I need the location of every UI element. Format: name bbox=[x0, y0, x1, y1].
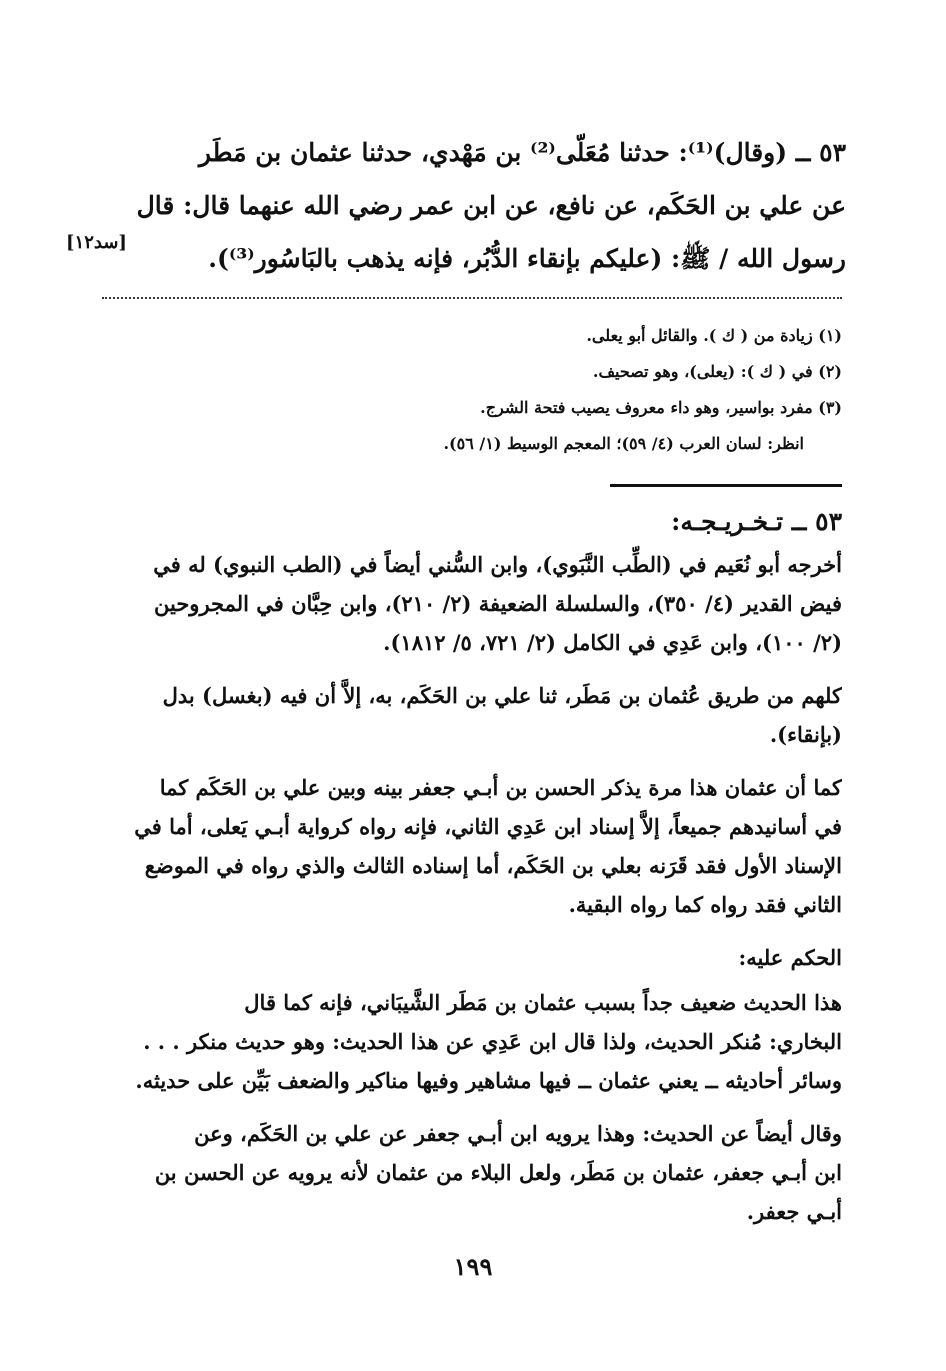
text-line: وقال أيضاً عن الحديث: وهذا يرويه ابن أبـي جعفر عن علي بن الحَكَم، وعن bbox=[194, 1121, 842, 1146]
text-line: (بإنقاء). bbox=[769, 722, 842, 747]
footnote: انظر: لسان العرب (٤/ ٥٩)؛ المعجم الوسيط (١/ ٥٦). bbox=[443, 434, 804, 453]
footnote-divider bbox=[102, 297, 842, 301]
text-line: الإسناد الأول فقد قَرَنه بعلي بن الحَكَم، أما إسناده الثالث والذي رواه في الموضع bbox=[144, 853, 842, 878]
text-line: فيض القدير (٤/ ٣٥٠)، والسلسلة الضعيفة (٢/ ٢١٠)، وابن حِبَّان في المجروحين bbox=[154, 591, 842, 616]
footnote: (١) زيادة من ( ك ). والقائل أبو يعلى. bbox=[586, 326, 842, 345]
commentary-body bbox=[102, 545, 842, 1245]
takhrij-heading: ٥٣ ــ تـخـريـجـه: bbox=[671, 507, 842, 536]
footnote: (٢) في ( ك ): (يعلى)، وهو تصحيف. bbox=[592, 362, 842, 381]
ruling-paragraph bbox=[102, 983, 842, 1100]
section-divider bbox=[610, 484, 842, 487]
text-line: (٢/ ١٠٠)، وابن عَدِي في الكامل (٢/ ٧٢١، ٥/ ١٨١٢). bbox=[383, 630, 842, 655]
text-line: في أسانيدهم جميعاً، إلاَّ إسناد ابن عَدِي الثاني، فإنه رواه كرواية أبـي يَعلى، أما في bbox=[134, 814, 842, 839]
page-number: ١٩٩ bbox=[453, 1252, 493, 1281]
text-line: الثاني فقد رواه كما رواه البقية. bbox=[568, 892, 842, 917]
footnote: (٣) مفرد بواسير، وهو داء معروف يصيب فتحة الشرج. bbox=[480, 398, 842, 417]
takhrij-paragraph bbox=[102, 545, 842, 662]
footnotes bbox=[102, 318, 842, 462]
text-line: ابن أبـي جعفر، عثمان بن مَطَر، ولعل البلاء من عثمان لأنه يرويه عن الحسن بن bbox=[154, 1160, 842, 1185]
text-line: كما أن عثمان هذا مرة يذكر الحسن بن أبـي جعفر بينه وبين علي بن الحَكَم كما bbox=[159, 775, 842, 800]
manuscript-marker: [سد١٢] bbox=[66, 232, 127, 253]
text-line: كلهم من طريق عُثمان بن مَطَر، ثنا علي بن الحَكَم، به، إلاَّ أن فيه (بغسل) بدل bbox=[162, 683, 842, 708]
ruling-heading: الحكم عليه: bbox=[738, 945, 842, 970]
text-line: أخرجه أبو نُعَيم في (الطِّب النَّبَوي)، وابن السُّني أيضاً في (الطب النبوي) له في bbox=[153, 552, 842, 577]
text-line: أبـي جعفر. bbox=[746, 1199, 842, 1224]
hadith-line: رسول الله / ﷺ: (عليكم بإنقاء الدُّبُر، فإنه يذهب بالبَاسُور⁽³⁾). bbox=[208, 244, 846, 273]
text-line: وسائر أحاديثه ــ يعني عثمان ــ فيها مشاهير وفيها مناكير والضعف بَيِّن على حديثه. bbox=[135, 1068, 842, 1093]
ruling-paragraph bbox=[102, 1114, 842, 1231]
hadith-text bbox=[100, 126, 846, 285]
text-line: البخاري: مُنكر الحديث، ولذا قال ابن عَدِي عن هذا الحديث: وهو حديث منكر . . . bbox=[143, 1029, 842, 1054]
takhrij-paragraph bbox=[102, 676, 842, 754]
hadith-line: ٥٣ ــ (وقال)⁽¹⁾: حدثنا مُعَلّى⁽²⁾ بن مَهْدي، حدثنا عثمان بن مَطَر bbox=[198, 138, 846, 167]
takhrij-paragraph bbox=[102, 768, 842, 924]
text-line: هذا الحديث ضعيف جداً بسبب عثمان بن مَطَر الشَّيبَاني، فإنه كما قال bbox=[244, 990, 842, 1015]
hadith-line: عن علي بن الحَكَم، عن نافع، عن ابن عمر رضي الله عنهما قال: قال bbox=[136, 191, 846, 220]
